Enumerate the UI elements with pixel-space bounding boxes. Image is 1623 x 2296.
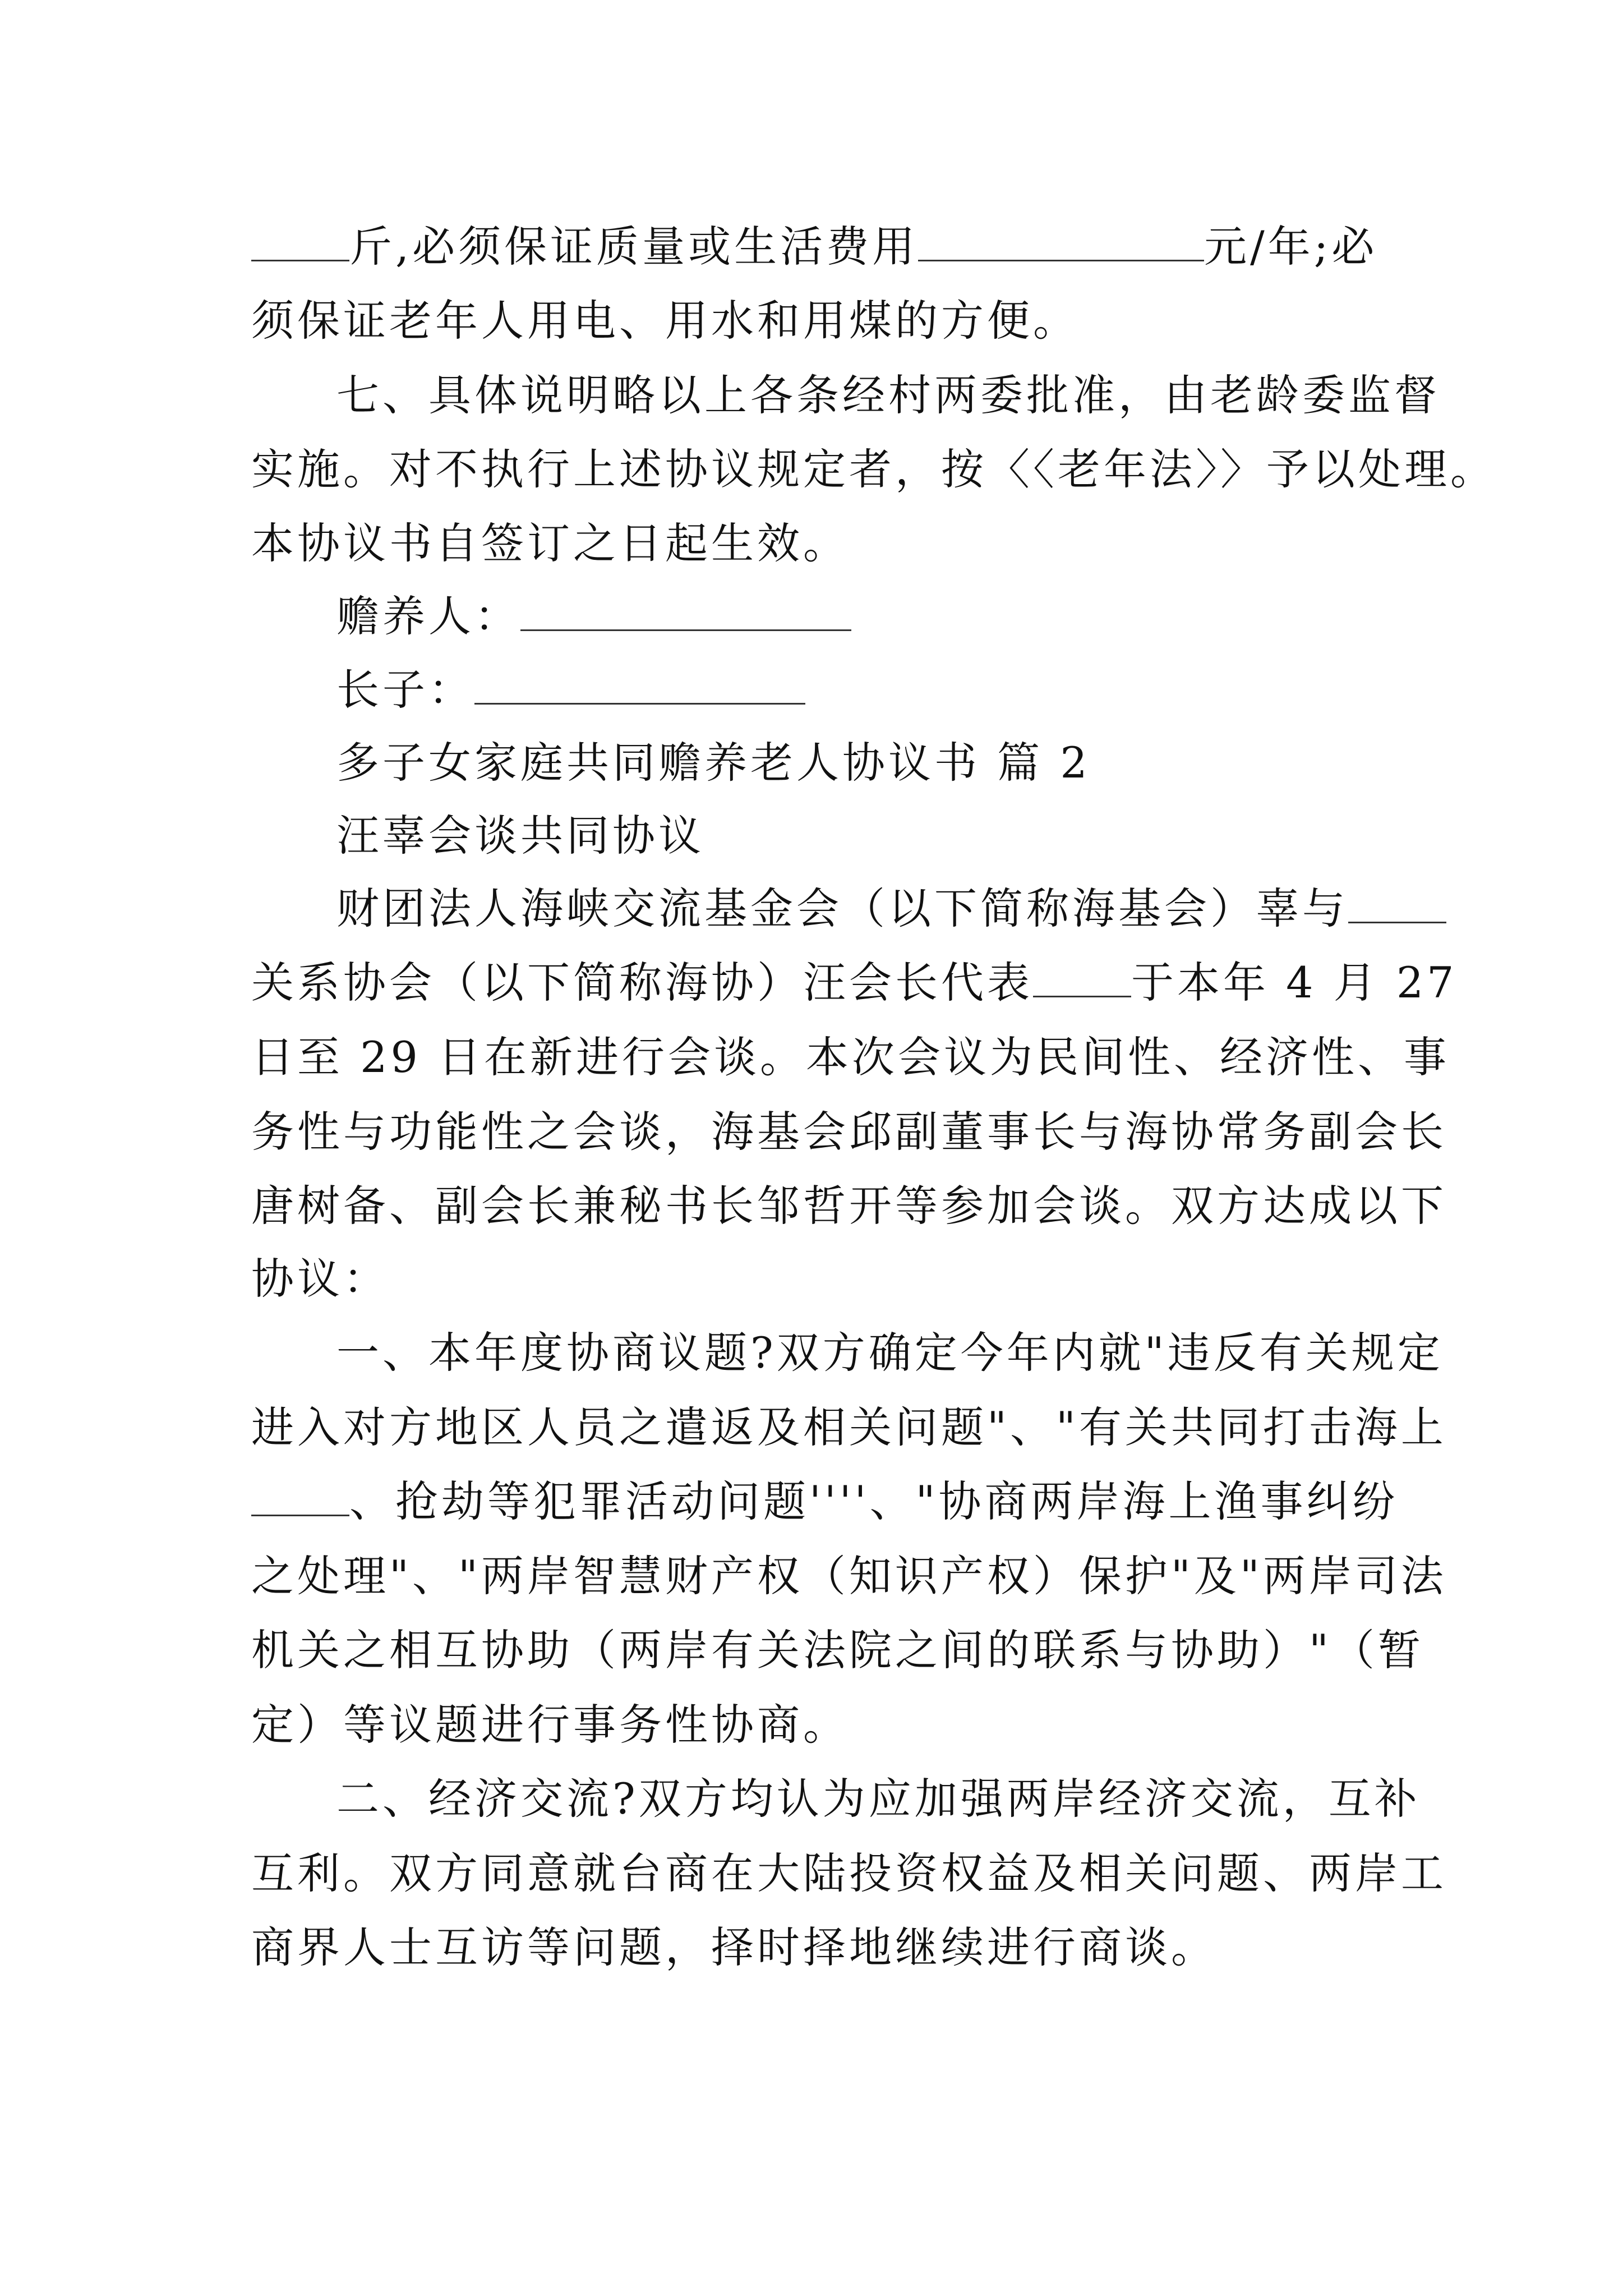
text-line-18	[251, 1471, 1399, 1533]
blank-line	[251, 220, 349, 261]
text-line-21: 定）等议题进行事务性协商。	[251, 1700, 849, 1750]
text-line-5: 本协议书自签订之日起生效。	[251, 518, 849, 568]
signature-blank	[474, 664, 805, 705]
section-heading: 多子女家庭共同赡养老人协议书 篇 2	[336, 738, 1091, 788]
line-text: 于本年 4 月 27	[1131, 958, 1458, 1007]
text-line-15: 协议：	[251, 1254, 389, 1304]
line-text: 元/年;必	[1204, 222, 1378, 272]
line-text: 、抢劫等犯罪活动问题''''、"协商两岸海上渔事纠纷	[349, 1476, 1399, 1526]
text-line-1	[251, 216, 1390, 278]
text-line-19: 之处理"、"两岸智慧财产权（知识产权）保护"及"两岸司法	[251, 1551, 1447, 1601]
text-line-16: 一、本年度协商议题?双方确定今年内就"违反有关规定	[336, 1328, 1444, 1378]
line-text: 关系协会（以下简称海协）汪会长代表	[251, 958, 1033, 1007]
blank-line	[1033, 956, 1131, 997]
blank-line	[1348, 882, 1446, 923]
blank-line	[251, 1475, 349, 1516]
text-line-23: 互利。双方同意就台商在大陆投资权益及相关问题、两岸工	[251, 1848, 1447, 1898]
text-line-10	[336, 878, 1475, 940]
text-line-13: 务性与功能性之会谈，海基会邱副董事长与海协常务副会长	[251, 1107, 1447, 1157]
text-line-22: 二、经济交流?双方均认为应加强两岸经济交流，互补	[336, 1774, 1421, 1824]
text-line-20: 机关之相互协助（两岸有关法院之间的联系与协助）"（暂	[251, 1625, 1424, 1675]
text-line-14: 唐树备、副会长兼秘书长邹哲开等参加会谈。双方达成以下	[251, 1181, 1447, 1231]
text-line-17: 进入对方地区人员之遣返及相关问题"、"有关共同打击海上	[251, 1402, 1447, 1452]
text-line-24: 商界人士互访等问题，择时择地继续进行商谈。	[251, 1922, 1217, 1972]
signature-line-eldest-son	[336, 659, 1475, 721]
signature-label: 长子：	[336, 665, 474, 715]
line-text: 财团法人海峡交流基金会（以下简称海基会）辜与	[336, 884, 1348, 933]
text-line-4: 实施。对不执行上述协议规定者，按〈〈老年法〉〉予以处理。	[251, 444, 1496, 494]
signature-blank	[520, 590, 851, 631]
signature-label: 赡养人：	[336, 591, 520, 641]
text-line-11	[251, 952, 1458, 1014]
line-text: 斤,必须保证质量或生活费用	[349, 222, 919, 272]
blank-line	[918, 220, 1204, 261]
text-line-2: 须保证老年人用电、用水和用煤的方便。	[251, 296, 1079, 346]
text-line-12: 日至 29 日在新进行会谈。本次会议为民间性、经济性、事	[251, 1032, 1450, 1082]
signature-line-supporter	[336, 586, 1475, 647]
text-line-3: 七、具体说明略以上各条经村两委批准，由老龄委监督	[336, 370, 1440, 420]
document-title: 汪辜会谈共同协议	[336, 811, 704, 861]
